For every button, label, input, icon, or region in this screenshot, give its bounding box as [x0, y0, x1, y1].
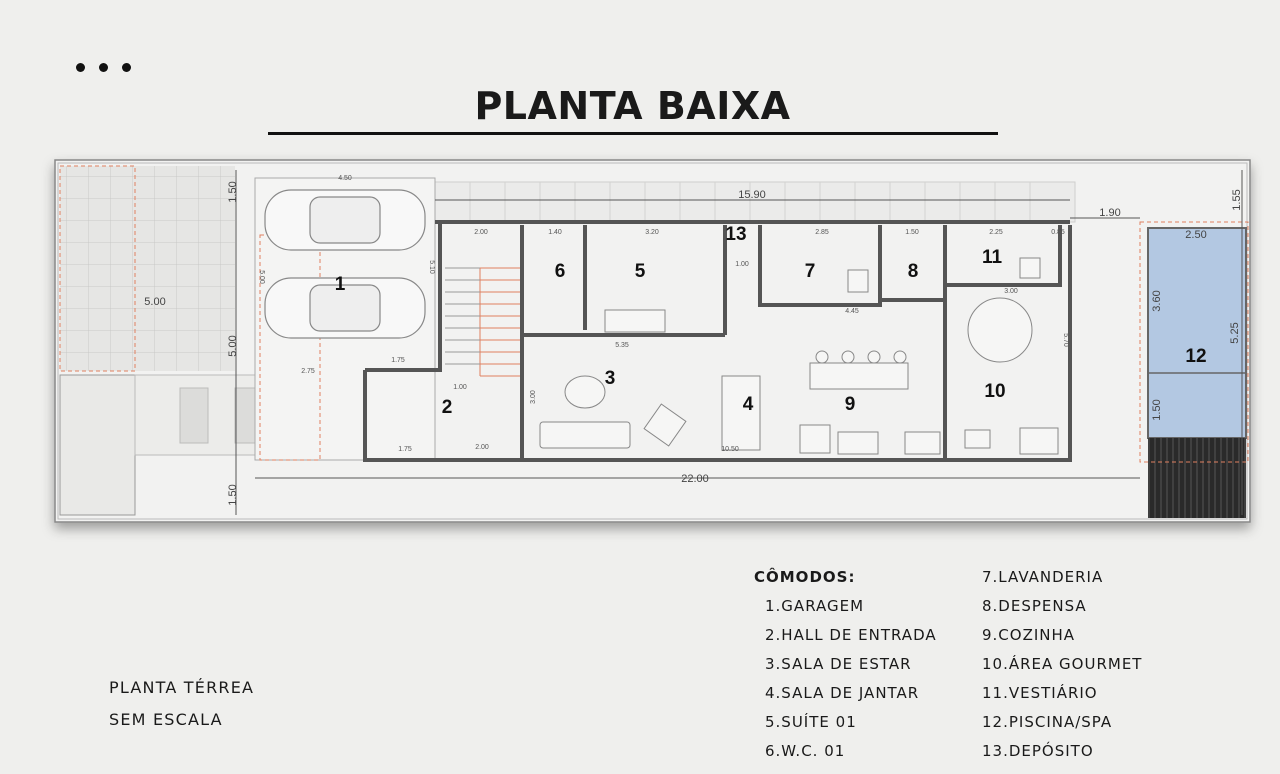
svg-text:1.75: 1.75 [398, 446, 412, 453]
room-number-13: 13 [725, 224, 747, 245]
legend-item: 5.SUÍTE 01 [765, 713, 857, 731]
svg-text:1.50: 1.50 [905, 229, 919, 236]
room-number-9: 9 [844, 394, 856, 415]
legend-heading: CÔMODOS: [754, 568, 856, 586]
legend-item: 1.GARAGEM [765, 597, 865, 615]
svg-text:3.20: 3.20 [645, 229, 659, 236]
dim-pool-h3: 1.50 [1151, 399, 1163, 421]
dim-garage-width: 4.50 [338, 175, 352, 182]
room-number-2: 2 [441, 397, 453, 418]
svg-text:3.00: 3.00 [530, 390, 537, 404]
svg-text:0.85: 0.85 [1051, 229, 1065, 236]
svg-text:1.00: 1.00 [735, 261, 749, 268]
legend-item: 8.DESPENSA [982, 597, 1087, 615]
dim-left-depth: 5.00 [144, 296, 166, 308]
svg-text:2.00: 2.00 [474, 229, 488, 236]
svg-text:1.00: 1.00 [453, 384, 467, 391]
caption-line-1: PLANTA TÉRREA [109, 678, 255, 697]
dim-pool-gap: 1.90 [1099, 207, 1121, 219]
legend-item: 10.ÁREA GOURMET [982, 655, 1143, 673]
room-number-7: 7 [804, 261, 816, 282]
page-title: PLANTA BAIXA [474, 84, 791, 128]
dim-house-width: 15.90 [738, 189, 766, 201]
legend-item: 2.HALL DE ENTRADA [765, 626, 937, 644]
legend-item: 4.SALA DE JANTAR [765, 684, 920, 702]
svg-text:5.00: 5.00 [258, 270, 265, 284]
svg-text:1.40: 1.40 [548, 229, 562, 236]
dim-pool-h1: 3.60 [1151, 290, 1163, 312]
dim-left-depth-2: 5.00 [227, 335, 239, 357]
svg-text:5.35: 5.35 [615, 342, 629, 349]
legend-column-1 [765, 592, 937, 766]
room-number-3: 3 [604, 368, 616, 389]
svg-text:2.75: 2.75 [301, 368, 315, 375]
legend-item: 12.PISCINA/SPA [982, 713, 1113, 731]
room-number-8: 8 [907, 261, 919, 282]
svg-text:2.25: 2.25 [989, 229, 1003, 236]
svg-text:2.00: 2.00 [475, 444, 489, 451]
svg-text:5.70: 5.70 [1062, 333, 1069, 347]
caption-line-2: SEM ESCALA [109, 710, 223, 729]
legend-column-2 [982, 563, 1142, 766]
svg-text:5.10: 5.10 [428, 260, 435, 274]
room-number-4: 4 [742, 394, 754, 415]
legend-item: 6.W.C. 01 [765, 742, 846, 760]
dim-right-top: 1.55 [1231, 189, 1243, 211]
room-number-5: 5 [634, 261, 646, 282]
room-number-11: 11 [981, 247, 1003, 268]
room-number-10: 10 [984, 381, 1006, 402]
legend-item: 3.SALA DE ESTAR [765, 655, 912, 673]
dim-pool-width: 2.50 [1185, 229, 1207, 241]
room-number-6: 6 [554, 261, 566, 282]
svg-text:1.75: 1.75 [391, 357, 405, 364]
pool-deck [1148, 438, 1246, 518]
svg-text:3.00: 3.00 [1004, 288, 1018, 295]
svg-text:4.45: 4.45 [845, 308, 859, 315]
legend-item: 9.COZINHA [982, 626, 1076, 644]
legend-item: 7.LAVANDERIA [982, 568, 1104, 586]
top-strip [435, 182, 1075, 222]
dim-bottom-setback: 1.50 [227, 484, 239, 506]
svg-text:10.50: 10.50 [721, 446, 739, 453]
room-number-12: 12 [1185, 346, 1207, 367]
plan-caption [109, 672, 254, 736]
dim-total-width: 22.00 [681, 473, 709, 485]
legend-item: 13.DEPÓSITO [982, 742, 1094, 760]
dim-pool-h2: 5.25 [1229, 322, 1241, 344]
dim-top-setback: 1.50 [227, 181, 239, 203]
front-paving [60, 166, 235, 371]
legend-item: 11.VESTIÁRIO [982, 684, 1098, 702]
room-number-1: 1 [334, 274, 346, 295]
svg-text:2.85: 2.85 [815, 229, 829, 236]
